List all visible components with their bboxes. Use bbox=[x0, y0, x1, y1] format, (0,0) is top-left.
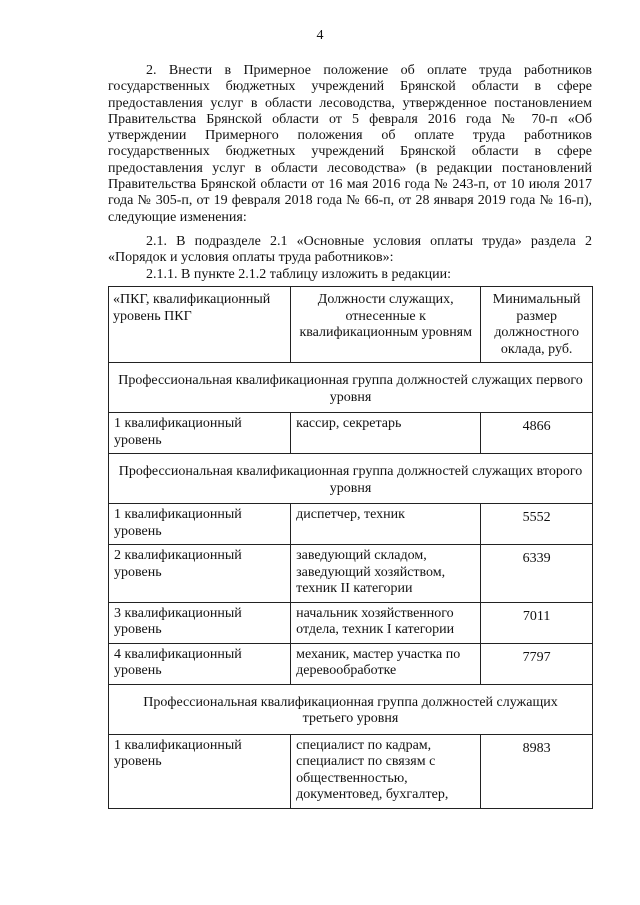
group-title: Профессиональная квалификационная группа должностей служащих третьего уровня bbox=[109, 684, 593, 734]
salary-cell: 5552 bbox=[481, 504, 593, 545]
positions-cell: механик, мастер участка по деревообработке bbox=[291, 643, 481, 684]
table-row bbox=[109, 602, 593, 643]
salary-cell: 7797 bbox=[481, 643, 593, 684]
positions-cell: кассир, секретарь bbox=[291, 413, 481, 454]
level-cell: 4 квалификационный уровень bbox=[109, 643, 291, 684]
level-cell: 1 квалификационный уровень bbox=[109, 734, 291, 808]
table-row bbox=[109, 643, 593, 684]
salary-cell: 7011 bbox=[481, 602, 593, 643]
table-row bbox=[109, 413, 593, 454]
table-header-row bbox=[109, 287, 593, 363]
paragraph-amendment: 2. Внести в Примерное положение об оплате труда работников государственных бюджетных учреждений Брянской области в сфере предоставления услуг в области лесоводства, утвержденное постановлением Правительства Брянской области от 5 февраля 2016 года № 70-п «Об утверждении Примерного положения об оплате труда работников государственных бюджетных учреждений Брянской области в сфере предоставления услуг в области лесоводства» (в редакции постановлений Правительства Брянской области от 16 мая 2016 года № 243-п, от 10 июля 2017 года № 305-п, от 19 февраля 2018 года № 66-п, от 28 января 2019 года № 16-п), следующие изменения: bbox=[108, 63, 592, 225]
table-row bbox=[109, 734, 593, 808]
page-number: 4 bbox=[316, 28, 324, 43]
positions-cell: заведующий складом, заведующий хозяйством, техник II категории bbox=[291, 545, 481, 603]
group-row bbox=[109, 454, 593, 504]
paragraph-subsection: 2.1. В подразделе 2.1 «Основные условия оплаты труда» раздела 2 «Порядок и условия оплаты труда работников»: bbox=[108, 234, 592, 266]
level-cell: 3 квалификационный уровень bbox=[109, 602, 291, 643]
header-cell-salary: Минимальный размер должностного оклада, руб. bbox=[481, 287, 593, 363]
positions-cell: специалист по кадрам, специалист по связям с общественностью, документовед, бухгалтер, bbox=[291, 734, 481, 808]
header-cell-positions: Должности служащих, отнесенные к квалификационным уровням bbox=[291, 287, 481, 363]
positions-cell: начальник хозяйственного отдела, техник I категории bbox=[291, 602, 481, 643]
salary-cell: 8983 bbox=[481, 734, 593, 808]
level-cell: 2 квалификационный уровень bbox=[109, 545, 291, 603]
table-row bbox=[109, 504, 593, 545]
group-title: Профессиональная квалификационная группа должностей служащих второго уровня bbox=[109, 454, 593, 504]
positions-cell: диспетчер, техник bbox=[291, 504, 481, 545]
salary-table bbox=[108, 286, 593, 809]
group-row bbox=[109, 684, 593, 734]
header-cell-level: «ПКГ, квалификационный уровень ПКГ bbox=[109, 287, 291, 363]
group-title: Профессиональная квалификационная группа должностей служащих первого уровня bbox=[109, 363, 593, 413]
level-cell: 1 квалификационный уровень bbox=[109, 413, 291, 454]
level-cell: 1 квалификационный уровень bbox=[109, 504, 291, 545]
salary-cell: 4866 bbox=[481, 413, 593, 454]
group-row bbox=[109, 363, 593, 413]
salary-cell: 6339 bbox=[481, 545, 593, 603]
paragraph-item: 2.1.1. В пункте 2.1.2 таблицу изложить в редакции: bbox=[146, 267, 451, 282]
table-row bbox=[109, 545, 593, 603]
